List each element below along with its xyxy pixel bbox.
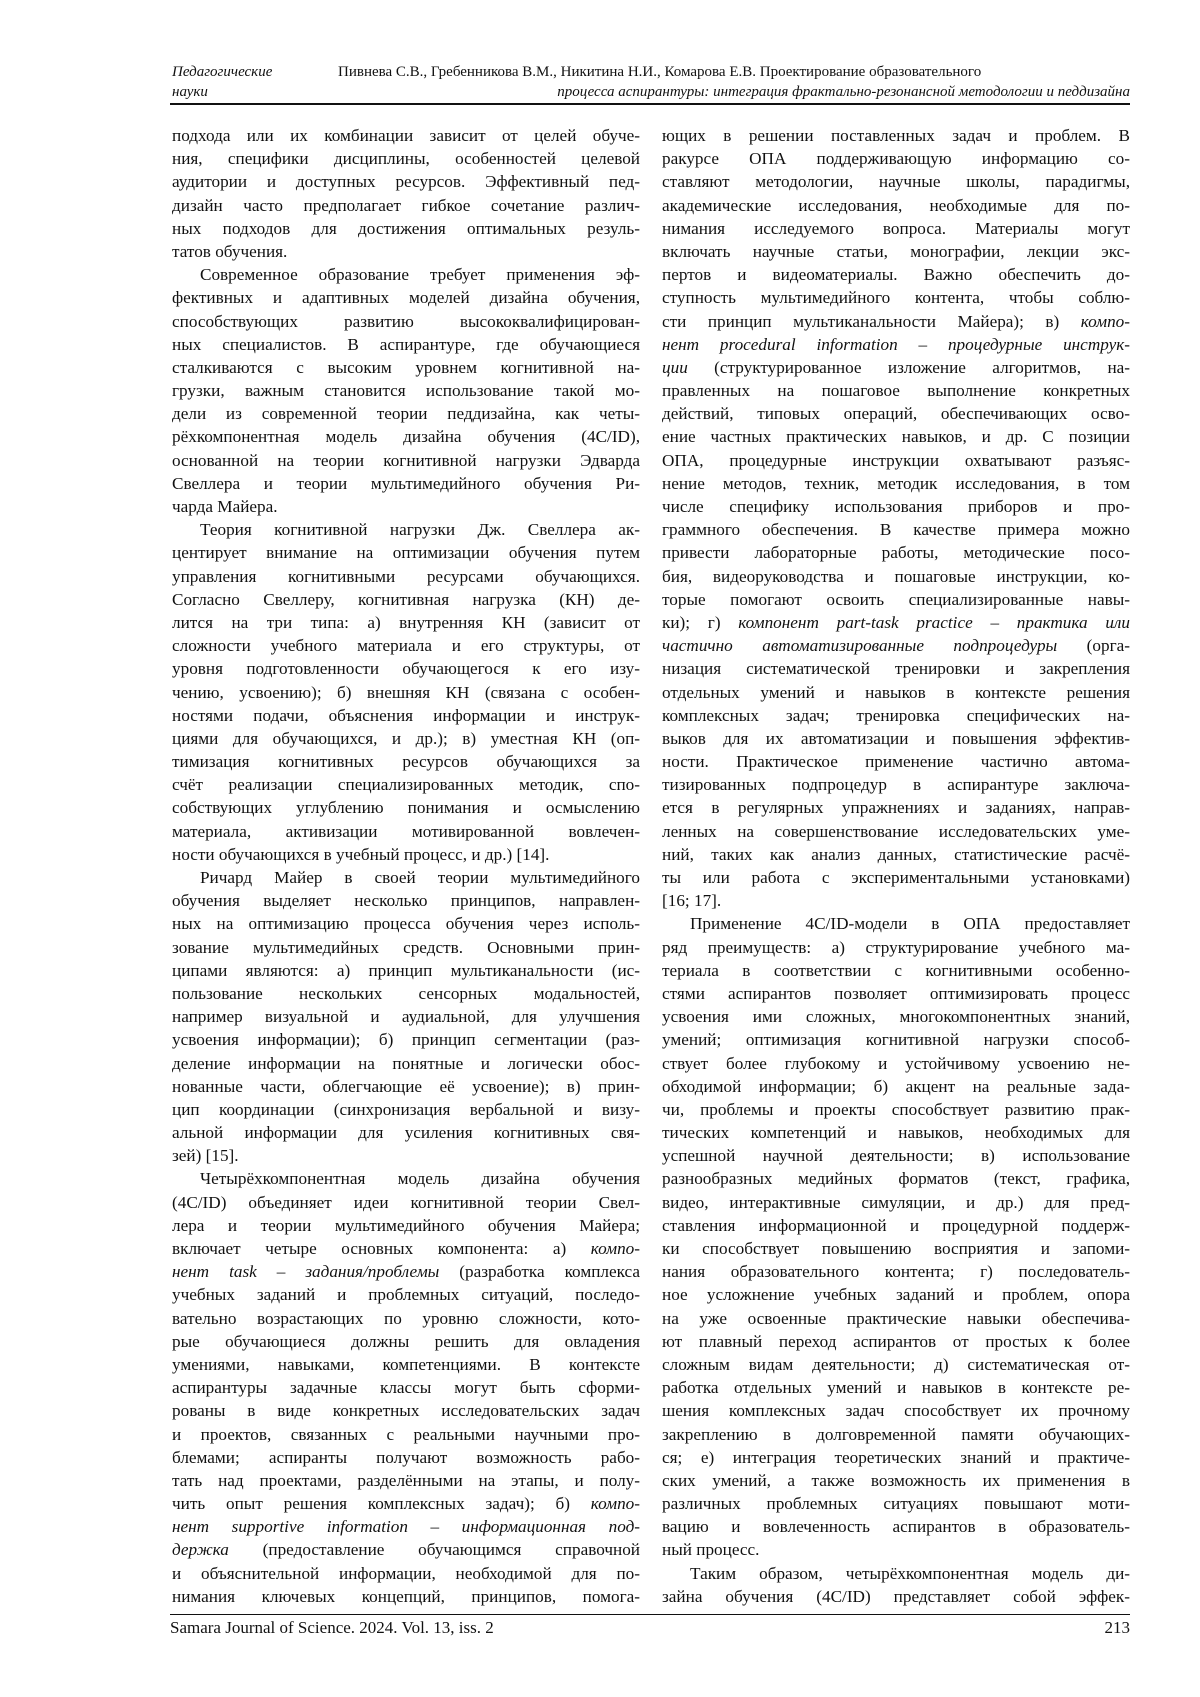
text-run: Ричард Майер в своей теории мультимедийного bbox=[200, 868, 640, 887]
text-line bbox=[172, 495, 640, 518]
text-run: привести лабораторные работы, методические посо- bbox=[662, 543, 1130, 562]
text-line bbox=[662, 379, 1130, 402]
text-run: рёхкомпонентная модель дизайна обучения (4C/ID), bbox=[172, 427, 640, 446]
text-line bbox=[172, 425, 640, 448]
text-line bbox=[172, 518, 640, 541]
text-line bbox=[662, 1538, 1130, 1561]
text-run: лится на три типа: а) внутренняя КН (зависит от bbox=[172, 613, 640, 632]
text-run: например визуальной и аудиальной, для улучшения bbox=[172, 1007, 640, 1026]
journal-citation: Samara Journal of Science. 2024. Vol. 13, iss. 2 bbox=[170, 1618, 494, 1638]
text-line bbox=[662, 263, 1130, 286]
text-run: тизированных подпроцедур в аспирантуре заключа- bbox=[662, 775, 1130, 794]
text-line bbox=[662, 936, 1130, 959]
text-line bbox=[172, 1167, 640, 1190]
text-run: цип координации (синхронизация вербальной и визу- bbox=[172, 1100, 640, 1119]
text-line bbox=[172, 1423, 640, 1446]
text-run: управления когнитивными ресурсами обучающихся. bbox=[172, 567, 640, 586]
text-run: нение методов, техник, методик исследования, в том bbox=[662, 474, 1130, 493]
italic-run: компонент part-task practice – практика или bbox=[738, 613, 1130, 632]
text-line bbox=[172, 1538, 640, 1561]
text-run: ципами являются: а) принцип мультиканальности (ис- bbox=[172, 961, 640, 980]
text-line bbox=[662, 959, 1130, 982]
text-run: зование мультимедийных средств. Основными прин- bbox=[172, 938, 640, 957]
text-run: нимания исследуемого вопроса. Материалы могут bbox=[662, 219, 1130, 238]
text-run: академические исследования, необходимые для по- bbox=[662, 196, 1130, 215]
text-line bbox=[662, 1399, 1130, 1422]
text-line bbox=[662, 472, 1130, 495]
text-line bbox=[172, 565, 640, 588]
text-line bbox=[172, 796, 640, 819]
text-run: подхода или их комбинации зависит от целей обуче- bbox=[172, 126, 640, 145]
text-line bbox=[662, 1515, 1130, 1538]
section-line: Педагогические bbox=[172, 62, 272, 82]
text-line bbox=[172, 240, 640, 263]
text-line bbox=[662, 820, 1130, 843]
section-line: науки bbox=[172, 82, 272, 102]
text-run: альной информации для усиления когнитивных свя- bbox=[172, 1123, 640, 1142]
text-line bbox=[662, 495, 1130, 518]
text-line bbox=[662, 1307, 1130, 1330]
text-run: уровня подготовленности обучающегося к его изу- bbox=[172, 659, 640, 678]
text-run: ное усложнение учебных заданий и проблем, опора bbox=[662, 1285, 1130, 1304]
text-line bbox=[662, 611, 1130, 634]
text-line bbox=[172, 333, 640, 356]
text-line bbox=[662, 217, 1130, 240]
text-run: ний, таких как анализ данных, статистические расчё- bbox=[662, 845, 1130, 864]
italic-run: нент procedural information – процедурные инструк- bbox=[662, 335, 1130, 354]
text-run: числе специфику использования приборов и про- bbox=[662, 497, 1130, 516]
text-line bbox=[172, 1446, 640, 1469]
text-run: способствующих развитию высококвалифицирован- bbox=[172, 312, 640, 331]
text-run: различных проблемных ситуациях повышают моти- bbox=[662, 1494, 1130, 1513]
text-run: сталкиваются с высоким уровнем когнитивной на- bbox=[172, 358, 640, 377]
text-line bbox=[662, 1469, 1130, 1492]
text-run: фективных и адаптивных моделей дизайна обучения, bbox=[172, 288, 640, 307]
text-run: стями аспирантов позволяет оптимизировать процесс bbox=[662, 984, 1130, 1003]
text-run: (предоставление обучающимся справочной bbox=[229, 1540, 640, 1559]
text-line bbox=[172, 170, 640, 193]
text-line bbox=[662, 310, 1130, 333]
text-line bbox=[662, 727, 1130, 750]
text-line bbox=[662, 518, 1130, 541]
text-run: ется в регулярных упражнениях и заданиях, направ- bbox=[662, 798, 1130, 817]
text-run: основанной на теории когнитивной нагрузки Эдварда bbox=[172, 451, 640, 470]
text-run: учебных заданий и проблемных ситуаций, последо- bbox=[172, 1285, 640, 1304]
text-run: деление информации на понятные и логически обос- bbox=[172, 1054, 640, 1073]
text-run: Таким образом, четырёхкомпонентная модель ди- bbox=[690, 1564, 1130, 1583]
italic-run: компо- bbox=[591, 1494, 640, 1513]
text-line bbox=[662, 750, 1130, 773]
text-run: включает четыре основных компонента: а) bbox=[172, 1239, 591, 1258]
text-run: чарда Майера. bbox=[172, 497, 278, 516]
text-run: дели из современной теории педдизайна, как четы- bbox=[172, 404, 640, 423]
italic-run: ции bbox=[662, 358, 688, 377]
text-line bbox=[172, 820, 640, 843]
text-run: [16; 17]. bbox=[662, 891, 721, 910]
text-line bbox=[662, 1075, 1130, 1098]
text-run: и проектов, связанных с реальными научными про- bbox=[172, 1425, 640, 1444]
text-run: умений; оптимизация когнитивной нагрузки способ- bbox=[662, 1030, 1130, 1049]
text-run: торые помогают освоить специализированные навы- bbox=[662, 590, 1130, 609]
text-run: ставления информационной и процедурной поддерж- bbox=[662, 1216, 1130, 1235]
text-run: (структурированное изложение алгоритмов, на- bbox=[688, 358, 1130, 377]
text-line bbox=[172, 727, 640, 750]
text-line bbox=[172, 1144, 640, 1167]
text-run: териала в соответствии с когнитивными особенно- bbox=[662, 961, 1130, 980]
text-run: нимания ключевых концепций, принципов, помога- bbox=[172, 1587, 640, 1606]
text-line bbox=[172, 866, 640, 889]
text-line bbox=[662, 634, 1130, 657]
text-line bbox=[172, 1307, 640, 1330]
text-run: ный процесс. bbox=[662, 1540, 759, 1559]
text-run: ся; е) интеграция теоретических знаний и практиче- bbox=[662, 1448, 1130, 1467]
text-run: усвоения ими сложных, многокомпонентных знаний, bbox=[662, 1007, 1130, 1026]
text-run: пертов и видеоматериалы. Важно обеспечить до- bbox=[662, 265, 1130, 284]
text-line bbox=[172, 1260, 640, 1283]
text-run: ракурсе ОПА поддерживающую информацию со- bbox=[662, 149, 1130, 168]
text-run: чи, проблемы и проекты способствует развитию прак- bbox=[662, 1100, 1130, 1119]
italic-run: нент supportive information – информационная под- bbox=[172, 1517, 640, 1536]
text-run: ных подходов для достижения оптимальных резуль- bbox=[172, 219, 640, 238]
text-run: ют плавный переход аспирантов от простых к более bbox=[662, 1332, 1130, 1351]
text-run: лера и теории мультимедийного обучения Майера; bbox=[172, 1216, 640, 1235]
text-line bbox=[172, 541, 640, 564]
text-run: дизайн часто предполагает гибкое сочетание различ- bbox=[172, 196, 640, 215]
text-line bbox=[172, 611, 640, 634]
text-run: рые обучающиеся должны решить для овладения bbox=[172, 1332, 640, 1351]
text-run: усвоения информации); б) принцип сегментации (раз- bbox=[172, 1030, 640, 1049]
text-run: ных на оптимизацию процесса обучения через исполь- bbox=[172, 914, 640, 933]
italic-run: нент task – задания/проблемы bbox=[172, 1262, 439, 1281]
text-line bbox=[172, 889, 640, 912]
text-run: сложности учебного материала и его структуры, от bbox=[172, 636, 640, 655]
text-line bbox=[662, 982, 1130, 1005]
text-line bbox=[172, 1028, 640, 1051]
text-line bbox=[662, 147, 1130, 170]
text-line bbox=[662, 194, 1130, 217]
text-line bbox=[662, 866, 1130, 889]
text-line bbox=[172, 147, 640, 170]
text-run: обучения выделяет несколько принципов, направлен- bbox=[172, 891, 640, 910]
text-line bbox=[662, 1283, 1130, 1306]
text-line bbox=[662, 1191, 1130, 1214]
text-line bbox=[662, 912, 1130, 935]
text-run: работка отдельных умений и навыков в контексте ре- bbox=[662, 1378, 1130, 1397]
text-run: ОПА, процедурные инструкции охватывают разъяс- bbox=[662, 451, 1130, 470]
text-line bbox=[662, 681, 1130, 704]
text-line bbox=[172, 1075, 640, 1098]
text-line bbox=[662, 1376, 1130, 1399]
running-title-line1: Пивнева С.В., Гребенникова В.М., Никитина Н.И., Комарова Е.В. Проектирование образовательного bbox=[338, 62, 1130, 82]
text-line bbox=[172, 1121, 640, 1144]
text-line bbox=[172, 657, 640, 680]
text-line bbox=[172, 588, 640, 611]
text-run: циями для обучающихся, и др.); в) уместная КН (оп- bbox=[172, 729, 640, 748]
text-line bbox=[172, 1237, 640, 1260]
text-run: ных специалистов. В аспирантуре, где обучающиеся bbox=[172, 335, 640, 354]
text-run: пользование нескольких сенсорных модальностей, bbox=[172, 984, 640, 1003]
text-run: Теория когнитивной нагрузки Дж. Свеллера ак- bbox=[200, 520, 640, 539]
text-run: (разработка комплекса bbox=[439, 1262, 640, 1281]
text-run: блемами; аспиранты получают возможность рабо- bbox=[172, 1448, 640, 1467]
italic-run: держка bbox=[172, 1540, 229, 1559]
text-run: ки способствует повышению восприятия и запоми- bbox=[662, 1239, 1130, 1258]
text-run: аспирантуры задачные классы могут быть сформи- bbox=[172, 1378, 640, 1397]
text-line bbox=[662, 425, 1130, 448]
text-line bbox=[662, 773, 1130, 796]
text-run: ение частных практических навыков, и др. С позиции bbox=[662, 427, 1130, 446]
text-line bbox=[172, 1098, 640, 1121]
text-run: закреплению в долговременной памяти обучающих- bbox=[662, 1425, 1130, 1444]
text-line bbox=[662, 1353, 1130, 1376]
text-run: ских умений, а также возможность их применения в bbox=[662, 1471, 1130, 1490]
text-run: центирует внимание на оптимизации обучения путем bbox=[172, 543, 640, 562]
text-line bbox=[172, 1330, 640, 1353]
text-line bbox=[662, 657, 1130, 680]
text-run: рованы в виде конкретных исследовательских задач bbox=[172, 1401, 640, 1420]
text-run: правленных на пошаговое выполнение конкретных bbox=[662, 381, 1130, 400]
text-run: Современное образование требует применения эф- bbox=[200, 265, 640, 284]
text-run: (4C/ID) объединяет идеи когнитивной теории Свел- bbox=[172, 1193, 640, 1212]
text-line bbox=[172, 843, 640, 866]
text-line bbox=[172, 773, 640, 796]
text-line bbox=[172, 1052, 640, 1075]
text-line bbox=[172, 1562, 640, 1585]
text-run: чению, усвоению); б) внешняя КН (связана с особен- bbox=[172, 683, 640, 702]
text-line bbox=[172, 1492, 640, 1515]
text-run: ряд преимуществ: а) структурирование учебного ма- bbox=[662, 938, 1130, 957]
text-run: ленных на совершенствование исследовательских уме- bbox=[662, 822, 1130, 841]
text-line bbox=[172, 1005, 640, 1028]
text-line bbox=[172, 1283, 640, 1306]
text-run: выков для их автоматизации и повышения эффектив- bbox=[662, 729, 1130, 748]
text-run: ющих в решении поставленных задач и проблем. В bbox=[662, 126, 1130, 145]
text-line bbox=[172, 472, 640, 495]
text-run: чить опыт решения комплексных задач); б) bbox=[172, 1494, 591, 1513]
text-line bbox=[662, 1330, 1130, 1353]
text-line bbox=[662, 1121, 1130, 1144]
text-line bbox=[172, 263, 640, 286]
text-run: ния, специфики дисциплины, особенностей целевой bbox=[172, 149, 640, 168]
text-run: Применение 4C/ID-модели в ОПА предоставляет bbox=[690, 914, 1130, 933]
text-run: тать над проектами, разделёнными на этапы, и полу- bbox=[172, 1471, 640, 1490]
text-run: собствующих углублению понимания и осмыслению bbox=[172, 798, 640, 817]
text-line bbox=[172, 936, 640, 959]
text-line bbox=[172, 402, 640, 425]
text-line bbox=[172, 1515, 640, 1538]
text-run: зайна обучения (4C/ID) представляет собой эффек- bbox=[662, 1587, 1130, 1606]
text-run: видео, интерактивные симуляции, и др.) для пред- bbox=[662, 1193, 1130, 1212]
text-line bbox=[662, 402, 1130, 425]
text-line bbox=[172, 1214, 640, 1237]
text-line bbox=[172, 704, 640, 727]
text-run: зей) [15]. bbox=[172, 1146, 239, 1165]
text-run: сти принцип мультиканальности Майера); в) bbox=[662, 312, 1081, 331]
text-line bbox=[662, 796, 1130, 819]
text-line bbox=[662, 449, 1130, 472]
text-line bbox=[172, 194, 640, 217]
text-line bbox=[172, 681, 640, 704]
text-line bbox=[662, 1562, 1130, 1585]
text-run: тических компетенций и навыков, необходимых для bbox=[662, 1123, 1130, 1142]
text-run: Свеллера и теории мультимедийного обучения Ри- bbox=[172, 474, 640, 493]
text-line bbox=[172, 959, 640, 982]
text-line bbox=[172, 1353, 640, 1376]
text-line bbox=[662, 565, 1130, 588]
text-line bbox=[662, 843, 1130, 866]
text-run: вательно возрастающих по уровню сложности, кото- bbox=[172, 1309, 640, 1328]
text-run: включать научные статьи, монографии, лекции экс- bbox=[662, 242, 1130, 261]
text-line bbox=[662, 1028, 1130, 1051]
text-line bbox=[662, 1585, 1130, 1608]
text-run: аудитории и доступных ресурсов. Эффективный пед- bbox=[172, 172, 640, 191]
footer-rule bbox=[170, 1614, 1130, 1615]
text-line bbox=[662, 1492, 1130, 1515]
text-line bbox=[662, 333, 1130, 356]
text-line bbox=[662, 286, 1130, 309]
text-run: разнообразных медийных форматов (текст, графика, bbox=[662, 1169, 1130, 1188]
text-line bbox=[172, 912, 640, 935]
text-run: комплексных задач; тренировка специфических на- bbox=[662, 706, 1130, 725]
text-run: отдельных умений и навыков в контексте решения bbox=[662, 683, 1130, 702]
running-title-line2: процесса аспирантуры: интеграция фрактально-резонансной методологии и педдизайна bbox=[338, 82, 1130, 102]
journal-section bbox=[172, 62, 272, 102]
text-line bbox=[172, 982, 640, 1005]
text-line bbox=[172, 379, 640, 402]
text-line bbox=[662, 1446, 1130, 1469]
text-line bbox=[662, 1423, 1130, 1446]
text-run: ки); г) bbox=[662, 613, 738, 632]
text-run: ступность мультимедийного контента, чтобы соблю- bbox=[662, 288, 1130, 307]
text-run: ствует более глубокому и устойчивому усвоению не- bbox=[662, 1054, 1130, 1073]
text-run: ности. Практическое применение частично автома- bbox=[662, 752, 1130, 771]
text-line bbox=[172, 634, 640, 657]
text-run: граммного обеспечения. В качестве примера можно bbox=[662, 520, 1130, 539]
text-line bbox=[172, 1191, 640, 1214]
text-line bbox=[172, 356, 640, 379]
text-line bbox=[662, 889, 1130, 912]
text-run: ставляют методологии, научные школы, парадигмы, bbox=[662, 172, 1130, 191]
text-line bbox=[662, 1167, 1130, 1190]
text-run: сложным видам деятельности; д) систематическая от- bbox=[662, 1355, 1130, 1374]
text-run: татов обучения. bbox=[172, 242, 287, 261]
text-line bbox=[662, 170, 1130, 193]
text-run: нованные части, облегчающие её усвоение); в) прин- bbox=[172, 1077, 640, 1096]
text-run: действий, типовых операций, обеспечивающих осво- bbox=[662, 404, 1130, 423]
text-line bbox=[662, 1144, 1130, 1167]
text-run: вацию и вовлеченность аспирантов в образователь- bbox=[662, 1517, 1130, 1536]
text-line bbox=[662, 356, 1130, 379]
text-run: (орга- bbox=[1057, 636, 1130, 655]
text-line bbox=[662, 1005, 1130, 1028]
italic-run: компо- bbox=[591, 1239, 640, 1258]
text-run: тимизация когнитивных ресурсов обучающихся за bbox=[172, 752, 640, 771]
text-line bbox=[662, 1098, 1130, 1121]
text-line bbox=[172, 1376, 640, 1399]
italic-run: частично автоматизированные подпроцедуры bbox=[662, 636, 1057, 655]
text-line bbox=[172, 449, 640, 472]
text-line bbox=[662, 124, 1130, 147]
text-run: Четырёхкомпонентная модель дизайна обучения bbox=[200, 1169, 640, 1188]
text-run: грузки, важным становится использование такой мо- bbox=[172, 381, 640, 400]
text-run: умениями, навыками, компетенциями. В контексте bbox=[172, 1355, 640, 1374]
text-line bbox=[662, 1052, 1130, 1075]
text-line bbox=[662, 1214, 1130, 1237]
text-run: и объяснительной информации, необходимой для по- bbox=[172, 1564, 640, 1583]
text-column-left bbox=[172, 124, 640, 1608]
text-line bbox=[662, 704, 1130, 727]
text-column-right bbox=[662, 124, 1130, 1608]
text-run: счёт реализации специализированных методик, спо- bbox=[172, 775, 640, 794]
header-rule bbox=[170, 103, 1130, 105]
text-line bbox=[662, 1260, 1130, 1283]
text-line bbox=[172, 286, 640, 309]
text-run: низация систематической тренировки и закрепления bbox=[662, 659, 1130, 678]
text-run: материала, активизации мотивированной вовлечен- bbox=[172, 822, 640, 841]
text-run: шения комплексных задач способствует их прочному bbox=[662, 1401, 1130, 1420]
text-run: нания образовательного контента; г) последователь- bbox=[662, 1262, 1130, 1281]
text-line bbox=[662, 588, 1130, 611]
text-run: ностями подачи, объяснения информации и инструк- bbox=[172, 706, 640, 725]
text-line bbox=[172, 750, 640, 773]
running-title bbox=[338, 62, 1130, 102]
text-run: Согласно Свеллеру, когнитивная нагрузка (КН) де- bbox=[172, 590, 640, 609]
text-run: ности обучающихся в учебный процесс, и др.) [14]. bbox=[172, 845, 549, 864]
text-line bbox=[172, 1469, 640, 1492]
text-line bbox=[662, 1237, 1130, 1260]
text-line bbox=[172, 1585, 640, 1608]
text-run: ты или работа с экспериментальными установками) bbox=[662, 868, 1130, 887]
text-line bbox=[172, 124, 640, 147]
text-run: бия, видеоруководства и пошаговые инструкции, ко- bbox=[662, 567, 1130, 586]
text-line bbox=[172, 1399, 640, 1422]
text-line bbox=[662, 240, 1130, 263]
text-line bbox=[172, 217, 640, 240]
text-run: на уже освоенные практические навыки обеспечива- bbox=[662, 1309, 1130, 1328]
text-line bbox=[172, 310, 640, 333]
text-run: обходимой информации; б) акцент на реальные зада- bbox=[662, 1077, 1130, 1096]
text-line bbox=[662, 541, 1130, 564]
italic-run: компо- bbox=[1081, 312, 1130, 331]
text-run: успешной научной деятельности; в) использование bbox=[662, 1146, 1130, 1165]
page-number: 213 bbox=[1105, 1618, 1131, 1638]
